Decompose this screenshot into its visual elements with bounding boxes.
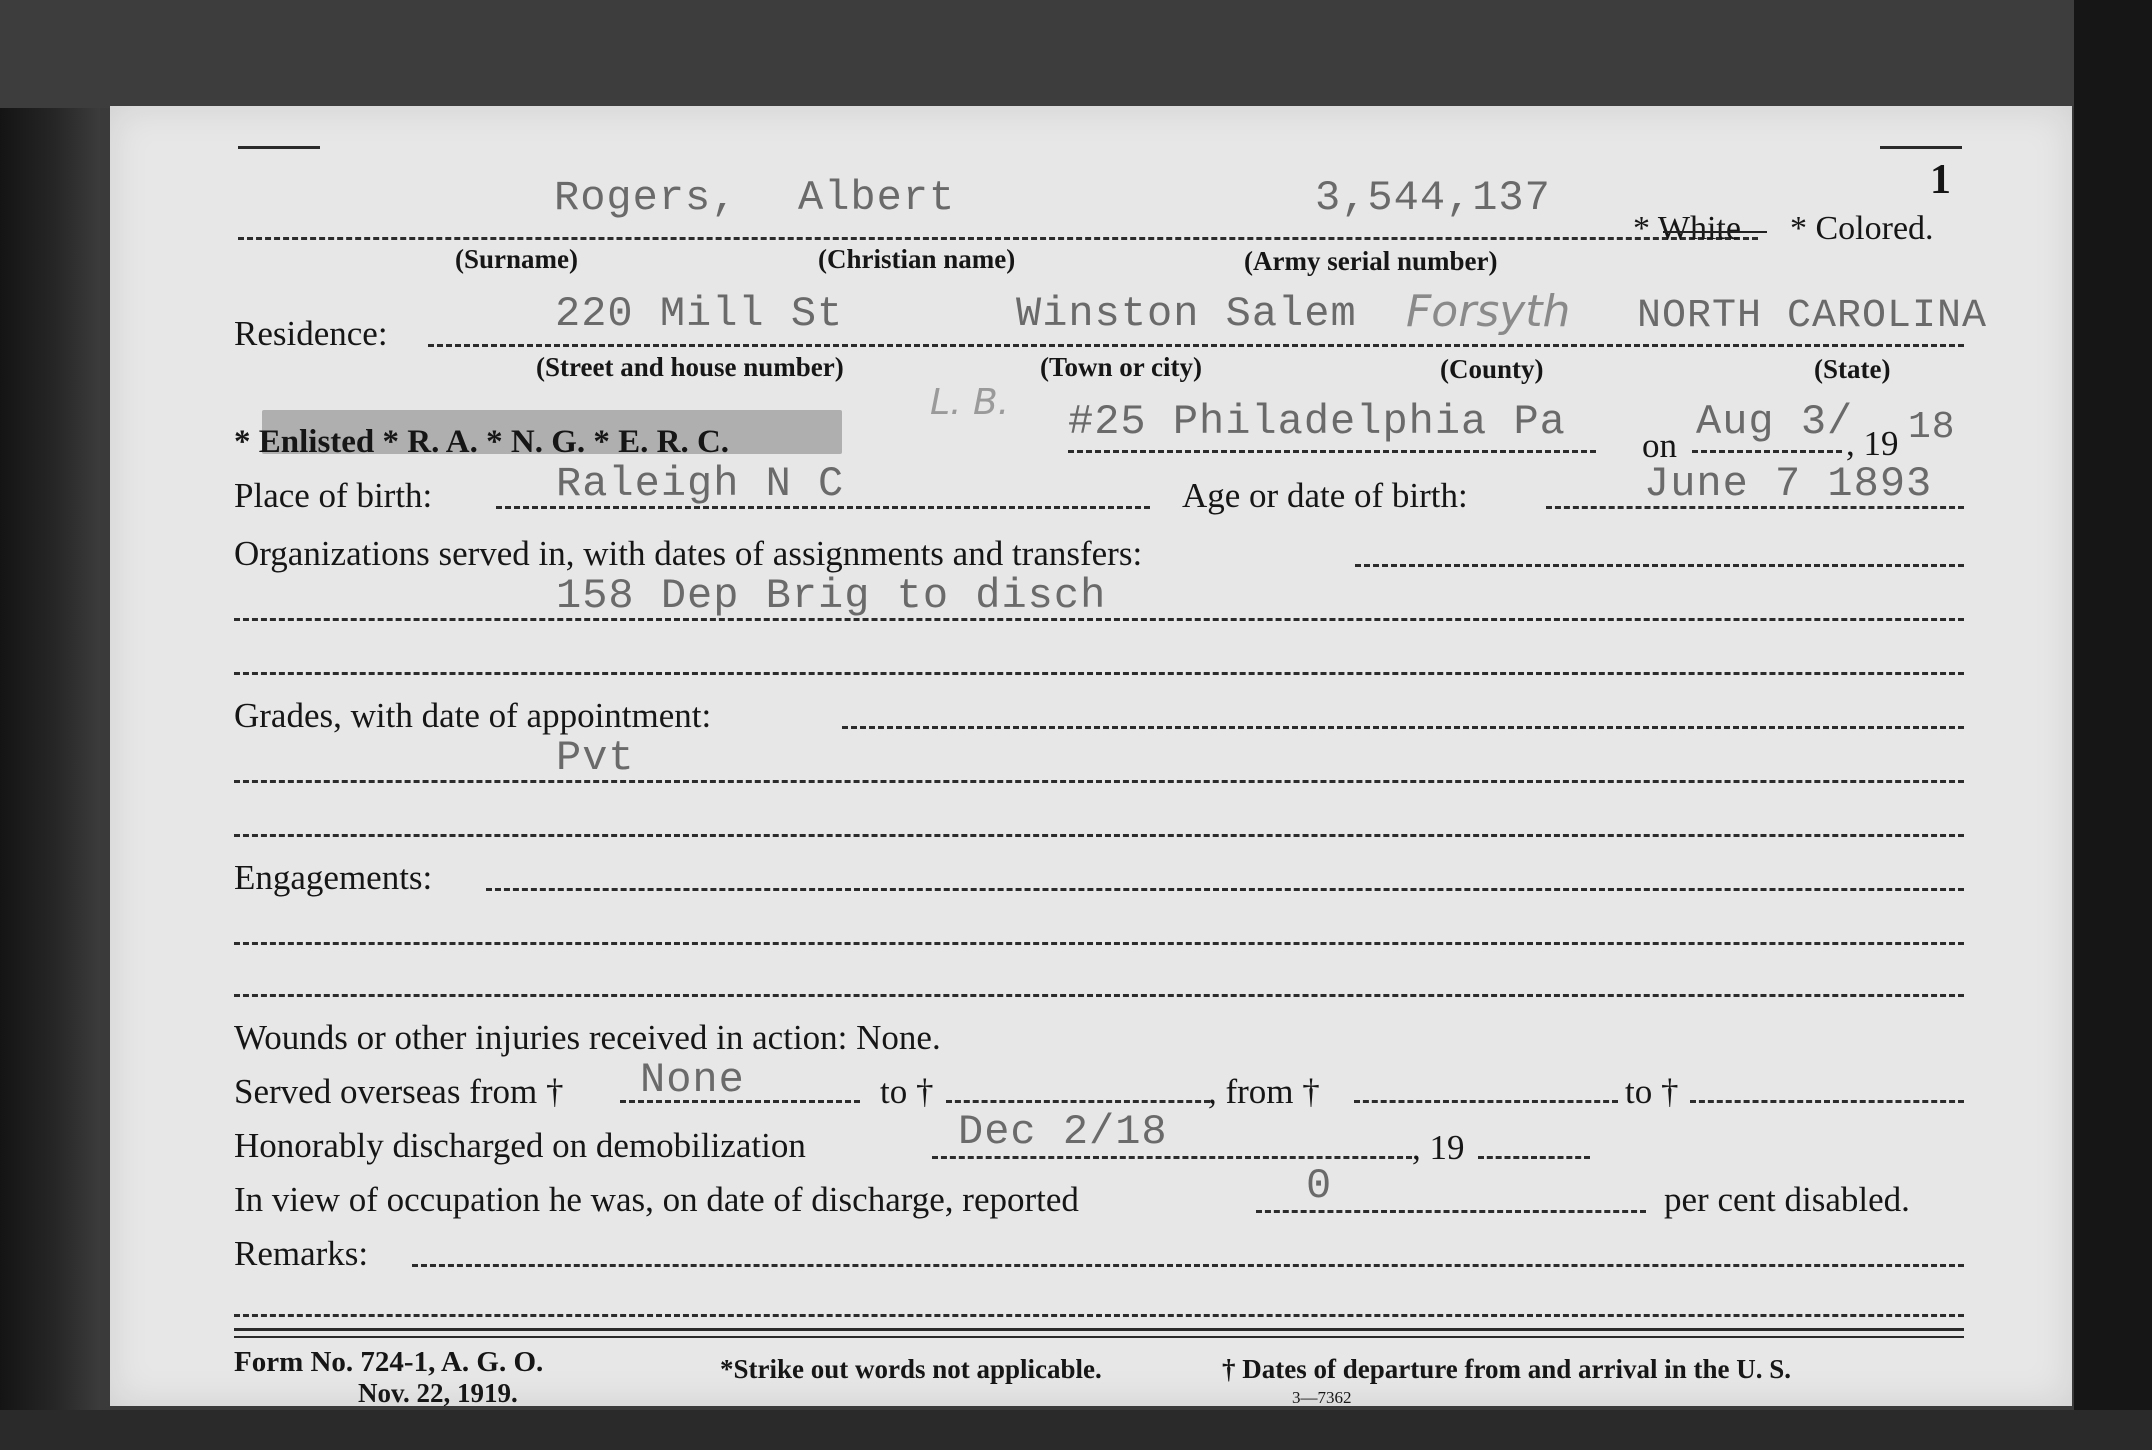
served-overseas-from-value: None bbox=[640, 1056, 745, 1104]
residence-line bbox=[428, 344, 1964, 347]
organizations-value: 158 Dep Brig to disch bbox=[556, 572, 1107, 620]
name-line bbox=[238, 237, 1758, 240]
inducted-annotation: L. B. bbox=[930, 382, 1010, 423]
service-options: * Enlisted * R. A. * N. G. * E. R. C. bbox=[234, 424, 730, 460]
street-caption: (Street and house number) bbox=[536, 352, 844, 382]
scan-border-left bbox=[0, 0, 100, 1450]
place-of-birth-label: Place of birth: bbox=[234, 476, 433, 515]
engagements-line-2 bbox=[234, 942, 1964, 945]
form-number: Form No. 724-1, A. G. O. bbox=[234, 1346, 544, 1378]
footer-rule-1 bbox=[234, 1328, 1964, 1331]
occupation-label: In view of occupation he was, on date of discharge, reported bbox=[234, 1180, 1079, 1219]
disability-line bbox=[1256, 1210, 1646, 1213]
organizations-line-2 bbox=[234, 618, 1964, 621]
discharge-year-line bbox=[1478, 1156, 1590, 1159]
engagements-line-3 bbox=[234, 994, 1964, 997]
serial-number-caption: (Army serial number) bbox=[1244, 246, 1498, 276]
grades-value: Pvt bbox=[556, 734, 635, 782]
town-caption: (Town or city) bbox=[1040, 352, 1202, 382]
overseas-to-label-1: to † bbox=[880, 1072, 934, 1111]
county-caption: (County) bbox=[1440, 354, 1544, 384]
organizations-line-3 bbox=[234, 672, 1964, 675]
overseas-from-line-2 bbox=[1354, 1100, 1618, 1103]
remarks-line-2 bbox=[234, 1314, 1964, 1317]
overseas-from-label-2: , from † bbox=[1208, 1072, 1320, 1111]
surname-caption: (Surname) bbox=[455, 244, 578, 274]
town-value: Winston Salem bbox=[1016, 290, 1357, 338]
strike-note: *Strike out words not applicable. bbox=[720, 1354, 1102, 1384]
overseas-to-line-2 bbox=[1690, 1100, 1964, 1103]
place-of-birth-line bbox=[496, 506, 1150, 509]
engagements-line-1 bbox=[486, 888, 1964, 891]
county-value: Forsyth bbox=[1406, 286, 1571, 337]
scan-border-bottom bbox=[0, 1410, 2152, 1450]
white-strikethrough bbox=[1663, 231, 1767, 233]
overseas-from-line bbox=[620, 1100, 860, 1103]
date-of-birth-line bbox=[1546, 506, 1964, 509]
christian-name-caption: (Christian name) bbox=[818, 244, 1016, 274]
grades-line-2 bbox=[234, 780, 1964, 783]
disability-percent-value: 0 bbox=[1306, 1162, 1333, 1210]
organizations-label: Organizations served in, with dates of assignments and transfers: bbox=[234, 534, 1143, 573]
top-left-rule bbox=[238, 146, 320, 149]
remarks-line-1 bbox=[412, 1264, 1964, 1267]
scan-border-right bbox=[2074, 0, 2152, 1450]
overseas-to-label-2: to † bbox=[1625, 1072, 1679, 1111]
card-number: 1 bbox=[1930, 157, 1951, 203]
served-overseas-label: Served overseas from † bbox=[234, 1072, 564, 1111]
christian-name-value: Albert bbox=[798, 174, 956, 222]
inducted-line bbox=[1068, 450, 1596, 453]
top-right-rule bbox=[1880, 146, 1962, 149]
engagements-label: Engagements: bbox=[234, 858, 433, 897]
age-or-dob-label: Age or date of birth: bbox=[1182, 476, 1468, 515]
grades-line-3 bbox=[234, 834, 1964, 837]
overseas-to-line-1 bbox=[946, 1100, 1210, 1103]
discharge-year-label: , 19 bbox=[1412, 1128, 1465, 1167]
on-label: on bbox=[1642, 426, 1677, 465]
grades-label: Grades, with date of appointment: bbox=[234, 696, 712, 735]
footer-rule-2 bbox=[234, 1336, 1964, 1338]
inducted-date-value: Aug 3/ bbox=[1696, 398, 1854, 446]
remarks-label: Remarks: bbox=[234, 1234, 369, 1273]
serial-number-value: 3,544,137 bbox=[1315, 174, 1551, 222]
wounds-label: Wounds or other injuries received in action: None. bbox=[234, 1018, 941, 1057]
inducted-at-value: #25 Philadelphia Pa bbox=[1068, 398, 1566, 446]
date-line bbox=[1692, 450, 1842, 453]
per-cent-label: per cent disabled. bbox=[1664, 1180, 1910, 1219]
grades-line-1 bbox=[842, 726, 1964, 729]
year-prefix: , 19 bbox=[1846, 424, 1899, 463]
service-record-card bbox=[110, 106, 2072, 1406]
dates-note: † Dates of departure from and arrival in the U. S. bbox=[1222, 1354, 1791, 1384]
state-value: NORTH CAROLINA bbox=[1637, 294, 1988, 339]
race-colored-option: * Colored. bbox=[1790, 210, 1934, 247]
date-of-birth-value: June 7 1893 bbox=[1644, 460, 1933, 508]
place-of-birth-value: Raleigh N C bbox=[556, 460, 845, 508]
street-value: 220 Mill St bbox=[555, 290, 844, 338]
discharge-line bbox=[932, 1156, 1412, 1159]
scan-border-top bbox=[0, 0, 2152, 108]
organizations-line-1 bbox=[1355, 564, 1964, 567]
discharge-date-value: Dec 2/18 bbox=[958, 1108, 1168, 1156]
surname-value: Rogers, bbox=[554, 174, 738, 222]
residence-label: Residence: bbox=[234, 314, 388, 353]
race-white-option: * White bbox=[1633, 210, 1741, 247]
state-caption: (State) bbox=[1814, 354, 1891, 384]
print-code: 3—7362 bbox=[1292, 1388, 1352, 1407]
discharged-label: Honorably discharged on demobilization bbox=[234, 1126, 806, 1165]
year-suffix: 18 bbox=[1908, 406, 1956, 449]
form-date: Nov. 22, 1919. bbox=[358, 1378, 518, 1408]
